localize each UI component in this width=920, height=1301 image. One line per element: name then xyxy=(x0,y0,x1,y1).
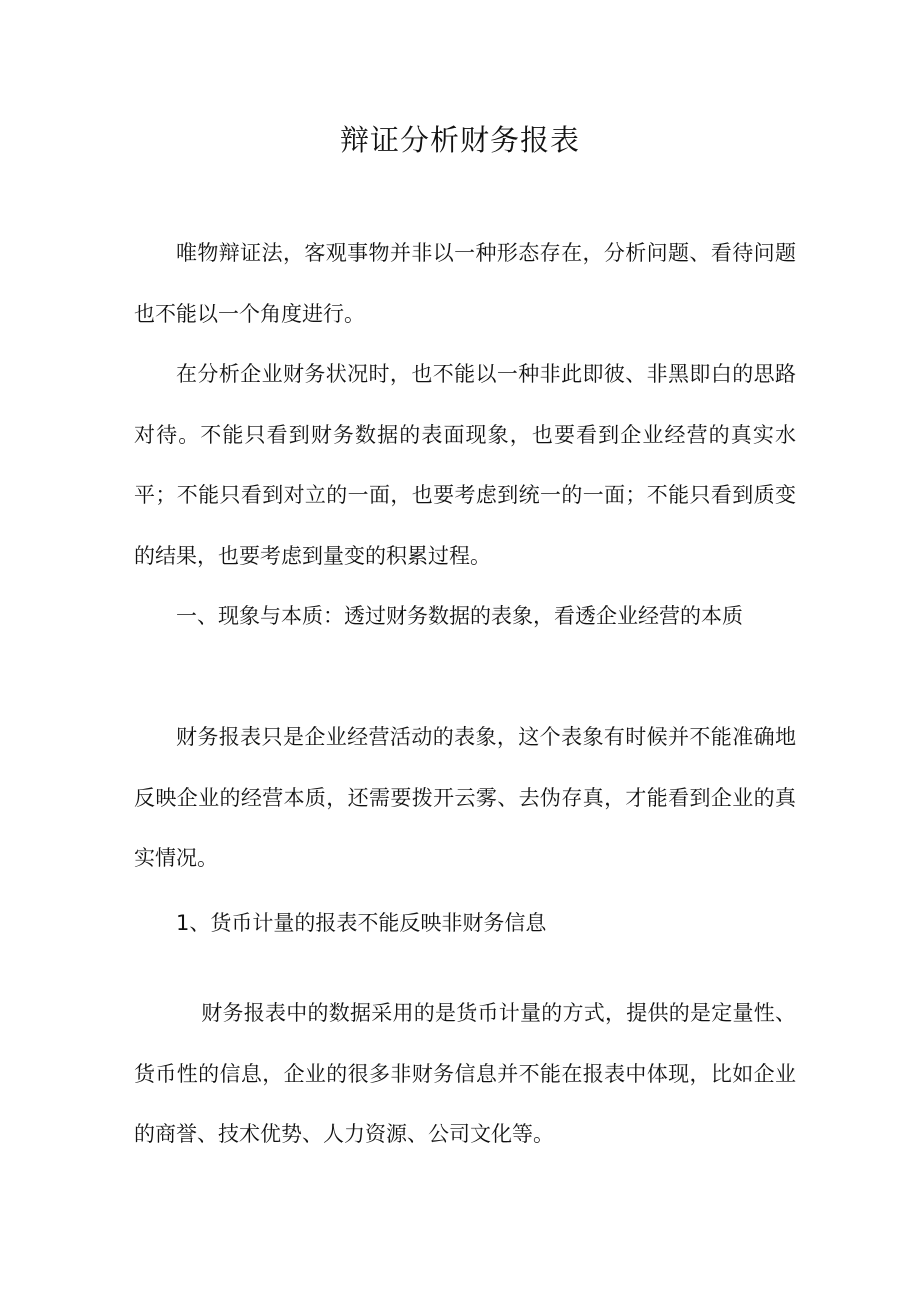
paragraph-dialectics-intro: 唯物辩证法，客观事物并非以一种形态存在，分析问题、看待问题也不能以一个角度进行。 xyxy=(134,241,796,326)
paragraph-non-financial-info: 财务报表中的数据采用的是货币计量的方式，提供的是定量性、货币性的信息，企业的很多非财务信息并不能在报表中体现，比如企业的商誉、技术优势、人力资源、公司文化等。 xyxy=(134,1001,796,1146)
document-title: 辩证分析财务报表 xyxy=(339,123,580,157)
section-heading-phenomenon-essence: 一、现象与本质：透过财务数据的表象，看透企业经营的本质 xyxy=(176,604,743,628)
paragraph-report-appearance: 财务报表只是企业经营活动的表象，这个表象有时候并不能准确地反映企业的经营本质，还需要拨开云雾、去伪存真，才能看到企业的真实情况。 xyxy=(134,725,796,870)
subheading-monetary-measurement: 1、货币计量的报表不能反映非财务信息 xyxy=(176,911,547,935)
paragraph-financial-analysis: 在分析企业财务状况时，也不能以一种非此即彼、非黑即白的思路对待。不能只看到财务数据的表面现象，也要看到企业经营的真实水平；不能只看到对立的一面，也要考虑到统一的一面；不能只看到质变的结果，也要考虑到量变的积累过程。 xyxy=(134,362,796,568)
